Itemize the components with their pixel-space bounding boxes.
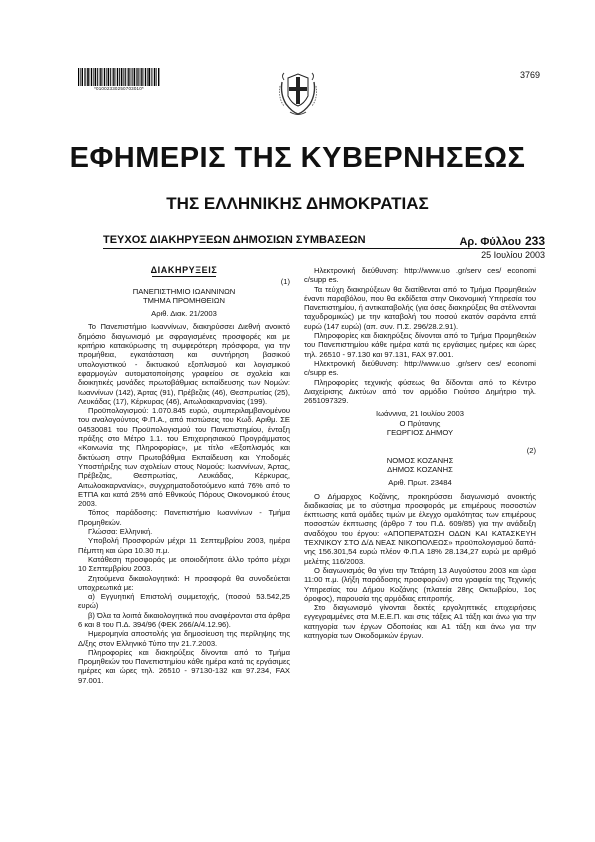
sheet-label: Αρ. Φύλλου	[459, 236, 521, 248]
paragraph: Πληροφορίες τεχνικής φύσεως θα δίδονται από το Κέντρο Διαχείρισης Δικτύων από τον αρμόδιο Γιούτσο Δημήτριο τηλ. 2651097329.	[304, 377, 536, 406]
paragraph: Ο διαγωνισμός θα γίνει την Τετάρτη 13 Αυγούστου 2003 και ώρα 11:00 π.μ. (λήξη παράδοσης προσφορών) στα γραφεία της Τεχνικής Υπηρεσίας του Δήμου Κοζάνης (πλατεία 28ης Οκτωβρίου, 1ος όροφος), παρουσία της αρμόδιας επιτροπής.	[304, 565, 536, 603]
header-rule	[103, 248, 545, 249]
right-column	[304, 266, 536, 640]
notice-marker-2: (2)	[526, 446, 536, 456]
paragraph: Στο διαγωνισμό γίνονται δεκτές εργοληπτικές επιχειρήσεις εγγεγραμμένες στα Μ.Ε.Ε.Π. και στις τάξεις Α1 τάξη και άνω για την κατηγορία των έργων Οδοποιίας και Α1 τάξη και άνω για την κατηγορία των Οικοδομικών έργων.	[304, 603, 536, 640]
page-number: 3769	[519, 70, 540, 80]
notice-reference: Αριθ. Διακ. 21/2003	[151, 309, 217, 319]
paragraph: β) Όλα τα λοιπά δικαιολογητικά που αναφέρονται στα άρθρα 6 και 8 του Π.Δ. 394/96 (ΦΕΚ 266/Α/4.12.96).	[78, 610, 290, 629]
sheet-info	[459, 234, 545, 248]
paragraph: Το Πανεπιστήμιο Ιωαννίνων, διακηρύσσει Διεθνή ανοικτό δημόσιο διαγωνισμό με σφραγισμένες προσφορές και με κριτήριο κατακύρωσης τη συμφερότερη πρόσφορα, για την προμήθεια, εγκατάσταση και συντήρηση βασικού υπολογιστικού - δικτυακού εξοπλισμού και λογισμικού εφαρμογών αυτοματοποίησης γραφείου σε σχολεία και διοικητικές μονάδες πρωτοβάθμιας εκπαίδευσης των Νομών: Ιωαννίνων (142), Άρτας (91), Πρέβεζας (46), Θεσπρωτίας (25), Λευκάδας (17), Κέρκυρας (46), Αιτωλοακαρνανίας (199).	[78, 322, 290, 406]
barcode-number: *01002330250703010*	[94, 86, 144, 91]
paragraph: Ηλεκτρονική διεύθυνση: http://www.uo .gr/serv ces/ economi c/supp es.	[304, 358, 536, 378]
signature-role: Ο Πρύτανης	[399, 418, 441, 428]
org-name: ΝΟΜΟΣ ΚΟΖΑΝΗΣ	[386, 455, 454, 465]
signature-name: ΓΕΩΡΓΙΟΣ ΔΗΜΟΥ	[386, 428, 454, 438]
issue-row	[103, 234, 545, 248]
signature-date: Ιωάννινα, 21 Ιουλίου 2003	[375, 409, 465, 419]
issue-label: ΤΕΥΧΟΣ ΔΙΑΚΗΡΥΞΕΩΝ ΔΗΜΟΣΙΩΝ ΣΥΜΒΑΣΕΩΝ	[103, 234, 366, 246]
section-title: ΔΙΑΚΗΡΥΞΕΙΣ	[150, 265, 218, 275]
paragraph: Προϋπολογισμού: 1.070.845 ευρώ, συμπεριλαμβανομένου του αναλογούντος Φ.Π.Α., από πιστώσεις του Κωδ. Αριθμ. ΣΕ 04530081 του Προϋπολογισμού του Πανεπιστημίου, ένταξη πράξης στο Μέτρο 1.1. του Επιχειρησιακού Προγράμματος «Κοινωνία της Πληροφορίας», με τίτλο «Εξοπλισμός και δικτύωση στην Πρωτοβάθμια Εκπαίδευση και Υποδομές Υποστήριξης των σχολείων στους Νομούς: Ιωαννίνων, Άρτας, Πρέβεζας, Θεσπρωτίας, Λευκάδας, Κέρκυρας, Αιτωλοακαρνανίας», συγχρηματοδοτούμενο κατά 76% από το ΕΤΠΑ και κατά 25% από Εθνικούς Πόρους Οικονομικού έτους 2003.	[78, 406, 290, 509]
gazette-subtitle: ΤΗΣ ΕΛΛΗΝΙΚΗΣ ΔΗΜΟΚΡΑΤΙΑΣ	[166, 194, 429, 213]
paragraph: Τα τεύχη διακηρύξεων θα διατίθενται από το Τμήμα Προμηθειών έναντι παραβόλου, που θα εκδίδεται στην Οικονομική Υπηρεσία του Πανεπιστημίου, ή αντικαταβολής (για όσες διακηρύξεις θα στέλνονται ταχυδρομικώς) με την καταβολή του ποσού εκατόν σαράντα επτά ευρώ (147 ευρώ) (απ. συν. Π.Σ. 296/28.2.91).	[304, 284, 536, 331]
paragraph: Πληροφορίες και διακηρύξεις δίνονται από το Τμήμα Προμηθειών του Πανεπιστημίου κάθε ημέρα κατά τις εργάσιμες ημέρες και ώρες τηλ. 26510 - 97.130 και 97.131, FAX 97.001.	[304, 331, 536, 359]
paragraph: Ζητούμενα δικαιολογητικά: Η προσφορά θα συνοδεύεται υποχρεωτικά με:	[78, 573, 290, 592]
paragraph: Ημερομηνία αποστολής για δημοσίευση της περίληψης της Δ/ξης στον Ελληνικό Τύπο την 21.7.2003.	[78, 629, 290, 648]
paragraph: Ο Δήμαρχος Κοζάνης, προκηρύσσει διαγωνισμό ανοικτής διαδικασίας με το σύστημα προσφοράς με επιμέρους ποσοστών έκπτωσης κατά ομάδες τιμών με έλεγχο ομαλότητας των επιμέρους ποσοστών έκπτωσης (άρθρο 7 του Π.Δ. 609/85) για την ανάδειξη αναδόχου του έργου: «ΑΠΟΠΕΡΑΤΩΣΗ ΟΔΩΝ ΚΑΙ ΚΑΤΑΣΚΕΥΗ ΤΕΧΝΙΚΟΥ ΣΤΟ Δ/Δ ΝΕΑΣ ΝΙΚΟΠΟΛΕΩΣ» προϋπολογισμού δαπάνης 156.301,54 ευρώ πλέον Φ.Π.Α 18% 28.134,27 ευρώ με αριθμό μελέτης 116/2003.	[304, 491, 536, 566]
org-name: ΠΑΝΕΠΙΣΤΗΜΙΟ ΙΩΑΝΝΙΝΩΝ	[132, 286, 236, 296]
paragraph: Τόπος παράδοσης: Πανεπιστήμιο Ιωαννίνων - Τμήμα Προμηθειών.	[78, 508, 290, 527]
paragraph: Υποβολή Προσφορών μέχρι 11 Σεπτεμβρίου 2003, ημέρα Πέμπτη και ώρα 10.30 π.μ.	[78, 536, 290, 555]
notice-reference: Αριθ. Πρωτ. 23484	[388, 478, 452, 488]
notice-marker-1: (1)	[280, 277, 290, 287]
org-municipality: ΔΗΜΟΣ ΚΟΖΑΝΗΣ	[387, 464, 453, 474]
paragraph: Κατάθεση προσφοράς με οποιοδήποτε άλλο τρόπο μέχρι 10 Σεπτεμβρίου 2003.	[78, 554, 290, 574]
paragraph: α) Εγγυητική Επιστολή συμμετοχής, (ποσού 53.542,25 ευρώ)	[78, 592, 290, 611]
issue-date: 25 Ιουλίου 2003	[481, 250, 545, 260]
gazette-title: ΕΦΗΜΕΡΙΣ ΤΗΣ ΚΥΒΕΡΝΗΣΕΩΣ	[69, 142, 526, 174]
paragraph: Γλώσσα: Ελληνική.	[88, 527, 153, 537]
paragraph: Πληροφορίες και διακηρύξεις δίνονται από το Τμήμα Προμηθειών του Πανεπιστημίου κάθε ημέρα κατά τις εργάσιμες ημέρες και ώρες τηλ. 26510 - 97130-132 και 97.234, FAX 97.001.	[78, 647, 290, 685]
org-department: ΤΜΗΜΑ ΠΡΟΜΗΘΕΙΩΝ	[142, 295, 226, 305]
paragraph: Ηλεκτρονική διεύθυνση: http://www.uo .gr/serv ces/ economi c/supp es.	[304, 266, 536, 285]
national-emblem-icon	[276, 68, 320, 118]
sheet-number: 233	[524, 234, 545, 248]
left-column	[78, 262, 290, 685]
